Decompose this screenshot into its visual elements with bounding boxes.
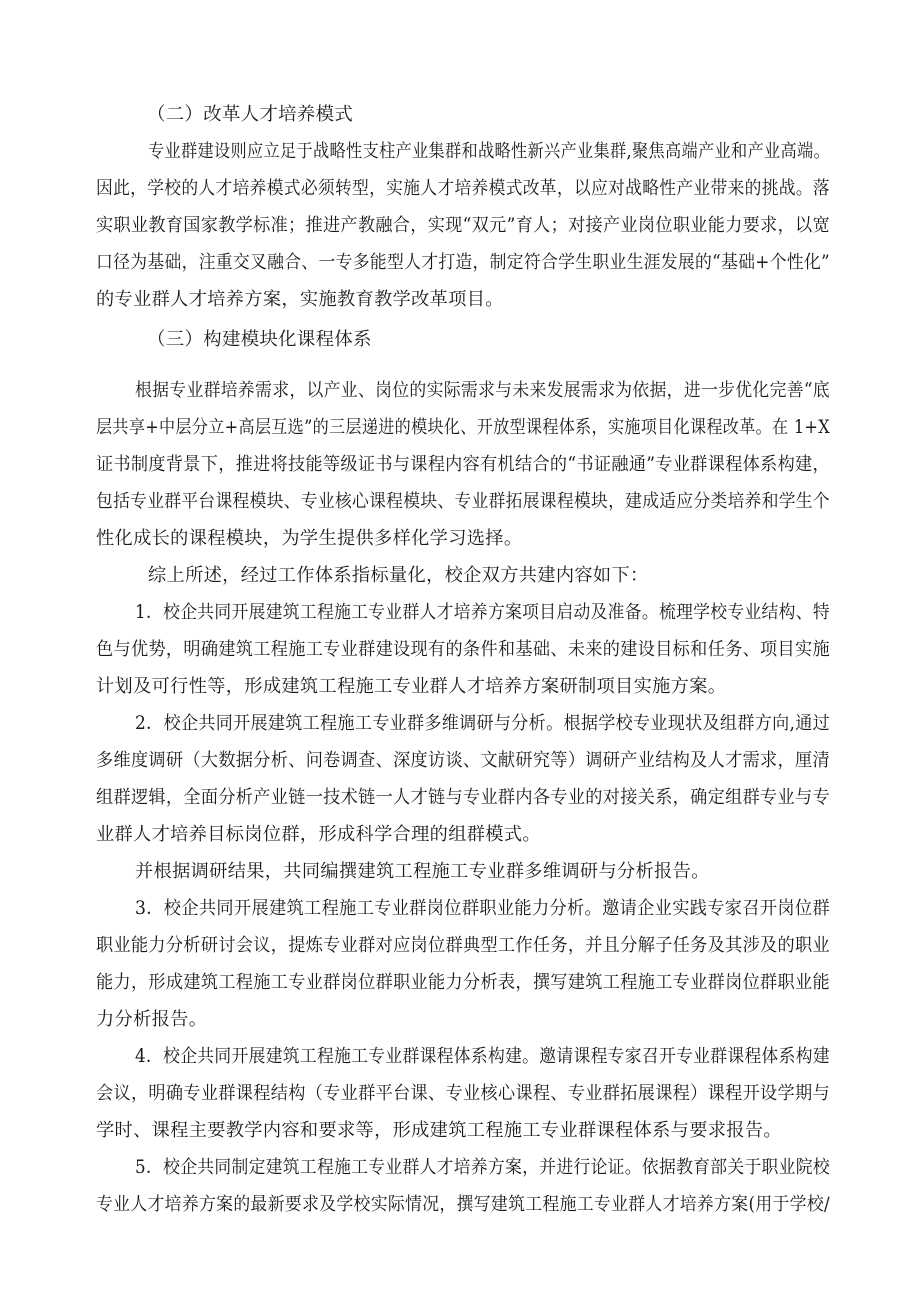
section-3-paragraph-line: 层共享+中层分立+高层互选”的三层递进的模块化、开放型课程体系，实施项目化课程改革。在 1+X: [96, 417, 830, 438]
item-2-report-line: 并根据调研结果，共同编撰建筑工程施工专业群多维调研与分析报告。: [135, 861, 710, 882]
item-2-line: 组群逻辑，全面分析产业链一技术链一人才链与专业群内各专业的对接关系，确定组群专业与专: [96, 787, 830, 808]
section-3-paragraph-line: 性化成长的课程模块，为学生提供多样化学习选择。: [96, 528, 523, 549]
item-3-line: 力分析报告。: [96, 1009, 208, 1030]
item-4-line: 学时、课程主要教学内容和要求等，形成建筑工程施工专业群课程体系与要求报告。: [96, 1120, 782, 1141]
section-2-paragraph-line: 实职业教育国家教学标准；推进产教融合，实现“双元”育人；对接产业岗位职业能力要求，以宽: [96, 215, 830, 236]
item-2-line: 多维度调研（大数据分析、问卷调查、深度访谈、文献研究等）调研产业结构及人才需求，厘清: [96, 750, 830, 771]
item-4-line: 4．校企共同开展建筑工程施工专业群课程体系构建。邀请课程专家召开专业群课程体系构建: [135, 1046, 830, 1067]
section-3-heading: （三）构建模块化课程体系: [147, 329, 372, 350]
item-3-line: 能力，形成建筑工程施工专业群岗位群职业能力分析表，撰写建筑工程施工专业群岗位群职业能: [96, 972, 830, 993]
item-3-line: 3．校企共同开展建筑工程施工专业群岗位群职业能力分析。邀请企业实践专家召开岗位群: [135, 898, 830, 919]
section-2-paragraph-line: 的专业群人才培养方案，实施教育教学改革项目。: [96, 289, 504, 310]
section-3-paragraph-line: 证书制度背景下，推进将技能等级证书与课程内容有机结合的“书证融通”专业群课程体系构建，: [96, 454, 830, 475]
item-2-line: 2．校企共同开展建筑工程施工专业群多维调研与分析。根据学校专业现状及组群方向,通过: [135, 713, 831, 734]
item-1-line: 1．校企共同开展建筑工程施工专业群人才培养方案项目启动及准备。梳理学校专业结构、特: [135, 602, 830, 623]
section-2-heading: （二）改革人才培养模式: [147, 104, 354, 125]
section-2-paragraph-line: 专业群建设则应立足于战略性支柱产业集群和战略性新兴产业集群,聚焦高端产业和产业高端。: [148, 141, 830, 162]
item-1-line: 色与优势，明确建筑工程施工专业群建设现有的条件和基础、未来的建设目标和任务、项目实施: [96, 639, 830, 660]
item-4-line: 会议，明确专业群课程结构（专业群平台课、专业核心课程、专业群拓展课程）课程开设学期与: [96, 1083, 830, 1104]
summary-line: 综上所述，经过工作体系指标量化，校企双方共建内容如下：: [148, 565, 649, 586]
section-3-paragraph-line: 包括专业群平台课程模块、专业核心课程模块、专业群拓展课程模块，建成适应分类培养和学生个: [96, 491, 830, 512]
section-2-paragraph-line: 因此，学校的人才培养模式必须转型，实施人才培养模式改革，以应对战略性产业带来的挑战。落: [96, 178, 830, 199]
section-2-paragraph-line: 口径为基础，注重交叉融合、一专多能型人才打造，制定符合学生职业生涯发展的“基础+个性化”: [96, 252, 830, 273]
item-5-line: 专业人才培养方案的最新要求及学校实际情况，撰写建筑工程施工专业群人才培养方案(用于学校/: [96, 1194, 831, 1215]
section-3-paragraph-line: 根据专业群培养需求，以产业、岗位的实际需求与未来发展需求为依据，进一步优化完善“底: [135, 380, 830, 401]
item-3-line: 职业能力分析研讨会议，提炼专业群对应岗位群典型工作任务，并且分解子任务及其涉及的职业: [96, 935, 830, 956]
item-2-line: 业群人才培养目标岗位群，形成科学合理的组群模式。: [96, 824, 541, 845]
item-1-line: 计划及可行性等，形成建筑工程施工专业群人才培养方案研制项目实施方案。: [96, 676, 727, 697]
item-5-line: 5．校企共同制定建筑工程施工专业群人才培养方案，并进行论证。依据教育部关于职业院校: [135, 1157, 830, 1178]
